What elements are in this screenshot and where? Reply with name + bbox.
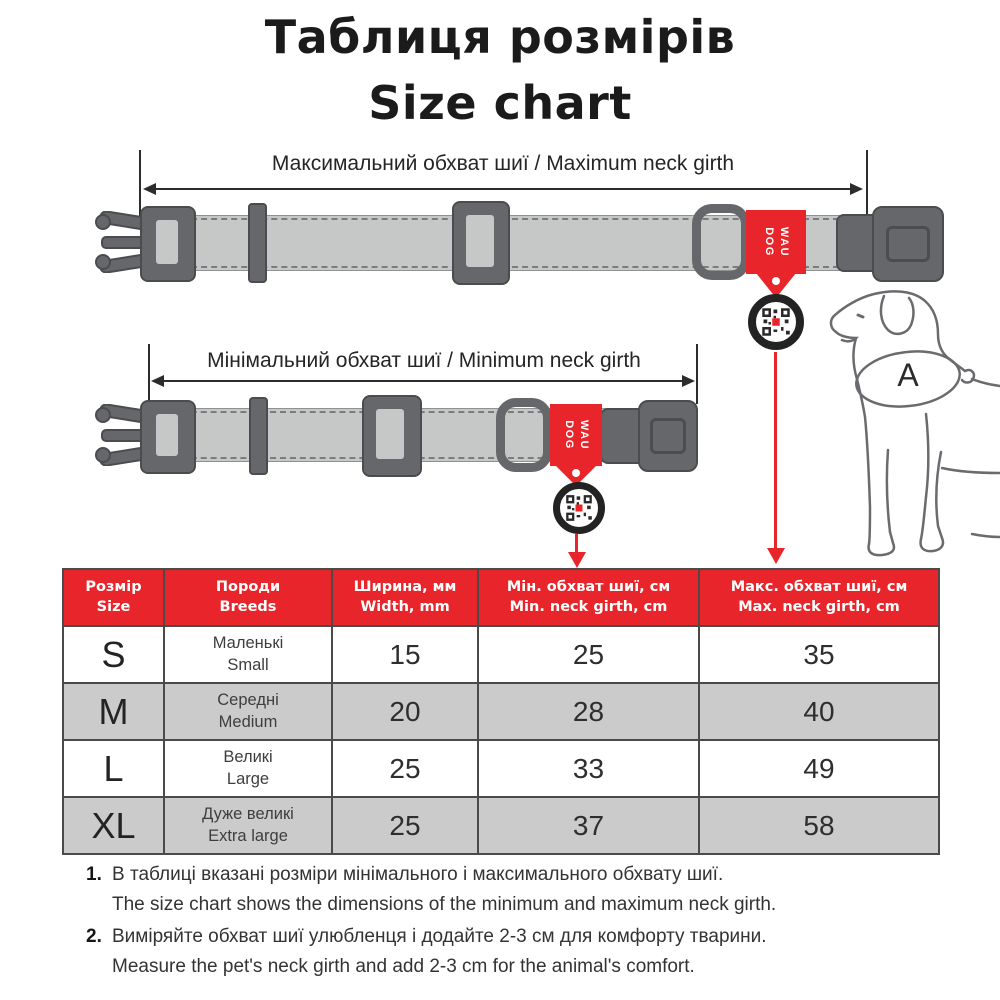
- arrowhead-right-icon: [682, 375, 695, 387]
- table-header-max-girth: Макс. обхват шиї, см Max. neck girth, cm: [699, 569, 939, 626]
- page-title-uk: Таблиця розмірів: [264, 10, 736, 64]
- note-text-uk: Виміряйте обхват шиї улюбленця і додайте 2-3 см для комфорту тварини.: [112, 926, 767, 947]
- cell-max-girth: 58: [699, 797, 939, 854]
- frame-buckle-window: [156, 220, 178, 264]
- arrowhead-left-icon: [143, 183, 156, 195]
- dog-point-label: A: [897, 357, 919, 393]
- cell-breed: Середні Medium: [164, 683, 332, 740]
- table-row: [63, 683, 939, 740]
- slider-window: [466, 215, 494, 267]
- pointer-arrow-max-icon: [767, 548, 785, 564]
- cell-size: L: [63, 740, 164, 797]
- note-item: [86, 922, 946, 982]
- dimension-end-line: [139, 150, 141, 216]
- brand-tag: [746, 210, 806, 274]
- note-text-uk: В таблиці вказані розміри мінімального і максимального обхвату шиї.: [112, 864, 724, 885]
- pointer-line-max: [774, 352, 777, 550]
- table-row: [63, 797, 939, 854]
- tag-hanger-hole: [772, 277, 780, 285]
- d-ring-icon: [496, 398, 552, 472]
- arrowhead-right-icon: [850, 183, 863, 195]
- keeper-loop-icon: [249, 397, 268, 475]
- qr-pendant-icon: [553, 482, 605, 534]
- cell-size: XL: [63, 797, 164, 854]
- note-text-en: Measure the pet's neck girth and add 2-3 cm for the animal's comfort.: [112, 956, 695, 977]
- qr-code-icon: [761, 307, 791, 337]
- size-table: [62, 568, 940, 855]
- dimension-end-line: [148, 344, 150, 408]
- table-header-width: Ширина, мм Width, mm: [332, 569, 478, 626]
- dimension-end-line: [866, 150, 868, 216]
- cell-min-girth: 37: [478, 797, 699, 854]
- dog-illustration: [822, 282, 1000, 567]
- arrowhead-left-icon: [151, 375, 164, 387]
- tag-hanger-hole: [572, 469, 580, 477]
- buckle-detail: [886, 226, 930, 262]
- cell-min-girth: 33: [478, 740, 699, 797]
- table-row: [63, 626, 939, 683]
- max-girth-dimension-label: Максимальний обхват шиї / Maximum neck girth: [271, 152, 735, 175]
- dimension-end-line: [696, 344, 698, 404]
- table-header-size: Розмір Size: [63, 569, 164, 626]
- cell-size: M: [63, 683, 164, 740]
- brand-tag: [550, 404, 602, 466]
- notes: [86, 860, 946, 984]
- table-header-breeds: Породи Breeds: [164, 569, 332, 626]
- cell-size: S: [63, 626, 164, 683]
- cell-min-girth: 25: [478, 626, 699, 683]
- table-row: [63, 740, 939, 797]
- dimension-arrow-line: [150, 188, 856, 190]
- brand-tag-label: WAU DOG: [563, 419, 591, 451]
- cell-max-girth: 35: [699, 626, 939, 683]
- note-text-en: The size chart shows the dimensions of the minimum and maximum neck girth.: [112, 894, 777, 915]
- dimension-arrow-line: [158, 380, 688, 382]
- min-girth-dimension-label: Мінімальний обхват шиї / Minimum neck girth: [207, 349, 641, 372]
- pointer-arrow-min-icon: [568, 552, 586, 568]
- table-header-row: [63, 569, 939, 626]
- page-title-en: Size chart: [368, 76, 632, 130]
- note-number: 2.: [86, 926, 102, 947]
- qr-pendant-icon: [748, 294, 804, 350]
- cell-width: 15: [332, 626, 478, 683]
- table-header-min-girth: Мін. обхват шиї, см Min. neck girth, cm: [478, 569, 699, 626]
- note-number: 1.: [86, 864, 102, 885]
- cell-max-girth: 40: [699, 683, 939, 740]
- cell-width: 20: [332, 683, 478, 740]
- keeper-loop-icon: [248, 203, 267, 283]
- slider-window: [376, 409, 404, 459]
- cell-width: 25: [332, 797, 478, 854]
- d-ring-icon: [692, 204, 750, 280]
- cell-max-girth: 49: [699, 740, 939, 797]
- cell-breed: Великі Large: [164, 740, 332, 797]
- cell-breed: Маленькі Small: [164, 626, 332, 683]
- buckle-detail: [650, 418, 686, 454]
- brand-tag-label: WAU DOG: [763, 226, 791, 258]
- qr-code-icon: [565, 494, 593, 522]
- cell-width: 25: [332, 740, 478, 797]
- cell-breed: Дуже великі Extra large: [164, 797, 332, 854]
- note-item: [86, 860, 946, 920]
- cell-min-girth: 28: [478, 683, 699, 740]
- pointer-line-min: [575, 534, 578, 554]
- frame-buckle-window: [156, 414, 178, 456]
